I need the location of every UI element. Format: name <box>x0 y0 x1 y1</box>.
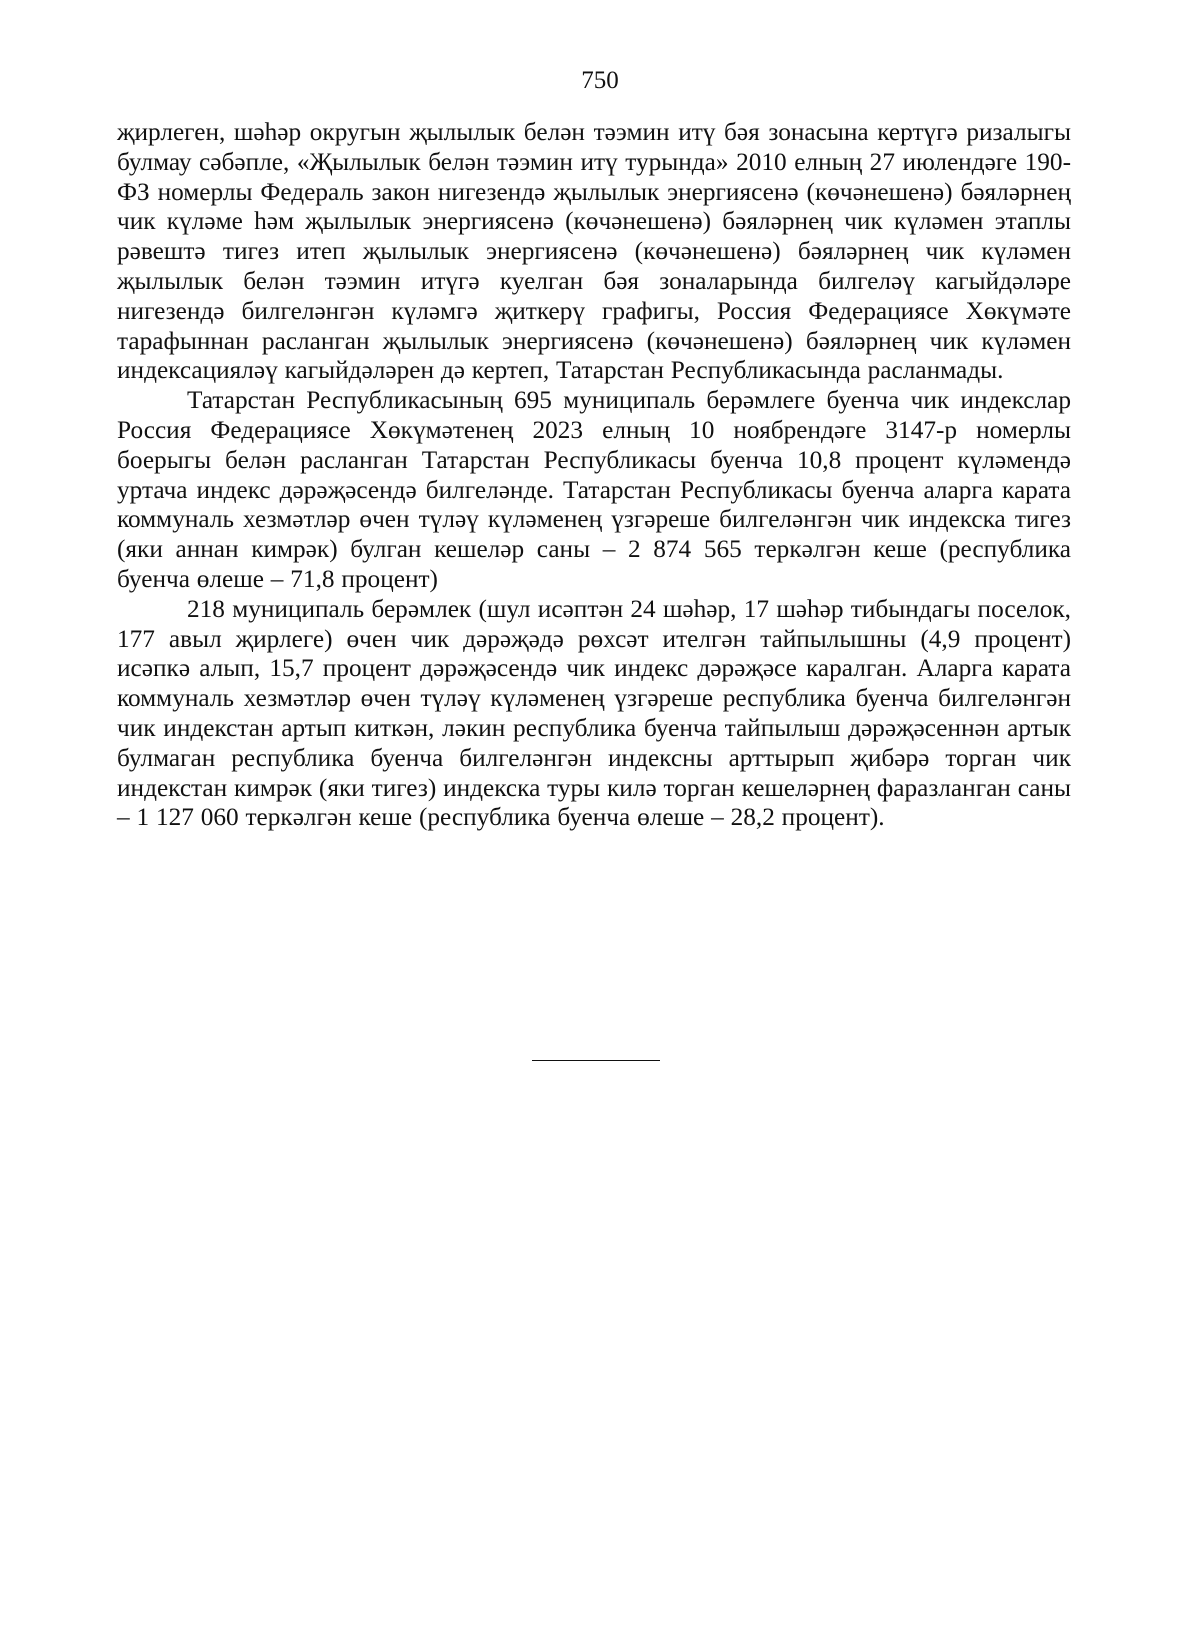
end-rule-divider <box>532 1060 660 1061</box>
page-number: 750 <box>581 67 619 94</box>
paragraph-continuation: җирлеген, шәһәр округын җылылык белән тәэмин итү бәя зонасына кертүгә ризалыгы булмау сәбәпле, «Җылылык белән тәэмин итү турында» 2010 елның 27 июлендәге 190-ФЗ номерлы Федераль закон нигезендә җылылык энергиясенә (көчәнешенә) бәяләрнең чик күләме һәм җылылык энергиясенә (көчәнешенә) бәяләрнең чик күләмен этаплы рәвештә тигез итеп җылылык энергиясенә (көчәнешенә) бәяләрнең чик күләмен җылылык белән тәэмин итүгә куелган бәя зоналарында билгеләү кагыйдәләре нигезендә билгеләнгән күләмгә җиткерү графигы, Россия Федерациясе Хөкүмәте тарафыннан расланган җылылык энергиясенә (көчәнешенә) бәяләрнең чик күләмен индексацияләү кагыйдәләрен дә кертеп, Татарстан Республикасында расланмады. <box>117 118 1071 385</box>
paragraph-indexes-695: Татарстан Республикасының 695 муниципаль берәмлеге буенча чик индекслар Россия Федерациясе Хөкүмәтенең 2023 елның 10 ноябрендәге 3147-р номерлы боерыгы белән расланган Татарстан Республикасы буенча 10,8 процент күләмендә уртача индекс дәрәҗәсендә билгеләнде. Татарстан Республикасы буенча аларга карата коммуналь хезмәтләр өчен түләү күләменең үзгәреше билгеләнгән чик индекска тигез (яки аннан кимрәк) булган кешеләр саны – 2 874 565 теркәлгән кеше (республика буенча өлеше – 71,8 процент) <box>117 386 1071 593</box>
document-body <box>117 118 1071 833</box>
paragraph-indexes-218: 218 муниципаль берәмлек (шул исәптән 24 шәһәр, 17 шәһәр тибындагы поселок, 177 авыл җирлеге) өчен чик дәрәҗәдә рөхсәт ителгән тайпылышны (4,9 процент) исәпкә алып, 15,7 процент дәрәҗәсендә чик индекс дәрәҗәсе каралган. Аларга карата коммуналь хезмәтләр өчен түләү күләменең үзгәреше республика буенча билгеләнгән чик индекстан артып киткән, ләкин республика буенча тайпылыш дәрәҗәсеннән артык булмаган республика буенча билгеләнгән индексны арттырып җибәрә торган чик индекстан кимрәк (яки тигез) индекска туры килә торган кешеләрнең фаразланган саны – 1 127 060 теркәлгән кеше (республика буенча өлеше – 28,2 процент). <box>117 594 1071 832</box>
